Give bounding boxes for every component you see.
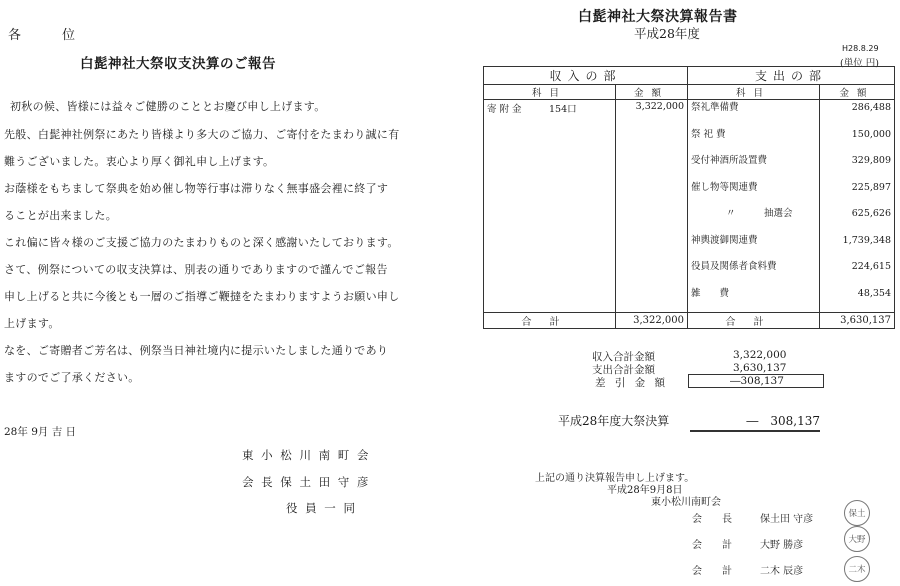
income-row: [484, 100, 615, 116]
income-amount-header: 金額: [616, 85, 688, 100]
summary-expense-value: 3,630,137: [733, 362, 787, 374]
report-date: H28.8.29: [842, 44, 879, 53]
expense-header: 支出の部: [688, 67, 895, 85]
income-item-header: 科目: [484, 85, 616, 100]
seal-text: 二木: [848, 565, 866, 575]
expense-item: 〃 抽選会: [726, 208, 793, 219]
report-unit: (単位 円): [840, 58, 879, 69]
expense-amount: 286,488: [851, 102, 892, 113]
expense-amount-header: 金額: [820, 85, 895, 100]
letter-paragraph-4: お蔭様をもちまして祭典を始め催し物等行事は滞りなく無事盛会裡に終了す: [4, 182, 389, 195]
expense-amount: 150,000: [851, 128, 892, 140]
signer-role: 会 計: [692, 566, 732, 577]
footer-org: 東小松川南町会: [651, 497, 721, 508]
income-header: 収入の部: [484, 67, 688, 85]
letter-members: 役 員 一 同: [286, 501, 357, 515]
expense-item: 祭礼準備費: [691, 102, 739, 113]
income-items-cell: [484, 100, 616, 313]
letter-paragraph-7: さて、例祭についての収支決算は、別表の通りでありますので謹んでご報告: [4, 263, 388, 276]
letter-date: 28年 9月 吉 日: [4, 426, 77, 438]
signer-role: 会 長: [692, 514, 732, 525]
final-value: ― 308,137: [690, 412, 820, 432]
income-amount: 3,322,000: [635, 101, 685, 112]
seal-stamp: [844, 556, 870, 582]
seal-stamp: [844, 526, 870, 552]
signer-name: 大野 勝彦: [760, 540, 804, 551]
expense-amount: 48,354: [857, 287, 892, 299]
summary-income-value: 3,322,000: [733, 349, 787, 361]
letter-paragraph-11: ますのでご了承ください。: [4, 371, 140, 384]
seal-text: 保土: [848, 509, 866, 519]
letter-addressee: 各 位: [8, 28, 90, 43]
expense-amount: 329,809: [851, 155, 892, 166]
letter-paragraph-10: なを、ご寄贈者ご芳名は、例祭当日神社境内に提示いたしました通りであり: [4, 344, 389, 357]
report-subtitle: 平成28年度: [634, 26, 700, 41]
expense-item: 役員及関係者食料費: [691, 261, 777, 272]
letter-title: 白髭神社大祭収支決算のご報告: [80, 56, 276, 72]
income-amounts-cell: [616, 100, 688, 313]
letter-chair: 会 長 保 土 田 守 彦: [242, 475, 371, 489]
expense-total-label: 合計: [688, 313, 820, 329]
expense-items-cell: [688, 100, 820, 313]
income-count: 154口: [549, 104, 577, 115]
letter-paragraph-1: 初秋の候、皆様には益々ご健勝のこととお慶び申し上げます。: [10, 100, 326, 113]
seal-stamp: [844, 500, 870, 526]
letter-paragraph-5: ることが出来ました。: [4, 209, 117, 222]
letter-paragraph-8: 申し上げると共に今後とも一層のご指導ご鞭撻をたまわりますようお願い申し: [4, 290, 400, 303]
signer-role: 会 計: [692, 540, 732, 551]
expense-total: 3,630,137: [820, 313, 895, 329]
income-total-label: 合計: [484, 313, 616, 329]
letter-paragraph-3: 難うございました。衷心より厚く御礼申し上げます。: [4, 155, 275, 168]
report-title: 白髭神社大祭決算報告書: [578, 9, 738, 25]
expense-item: 祭 祀 費: [691, 128, 726, 140]
expense-amount: 625,626: [851, 208, 892, 219]
letter-paragraph-2: 先般、白髭神社例祭にあたり皆様より多大のご協力、ご寄付をたまわり誠に有: [4, 128, 400, 141]
expense-item: 催し物等関連費: [691, 181, 758, 193]
expense-amount: 1,739,348: [842, 234, 892, 246]
expense-item: 雑 費: [691, 287, 730, 299]
footer-date: 平成28年9月8日: [607, 485, 683, 496]
expense-amount: 224,615: [851, 261, 892, 272]
letter-paragraph-9: 上げます。: [4, 317, 60, 330]
summary-income-label: 収入合計金額: [592, 351, 655, 363]
summary-diff-label: 差 引 金 額: [595, 377, 669, 389]
summary-diff-value: ―308,137: [730, 375, 784, 387]
expense-item: 受付神酒所設置費: [691, 155, 768, 166]
expense-item: 神輿渡御関連費: [691, 234, 758, 246]
expense-amounts-cell: [820, 100, 895, 313]
letter-org: 東 小 松 川 南 町 会: [242, 448, 371, 462]
signer-name: 二木 辰彦: [760, 566, 804, 577]
expense-amount: 225,897: [851, 181, 892, 193]
signer-name: 保土田 守彦: [760, 514, 814, 525]
summary-expense-label: 支出合計金額: [592, 364, 655, 376]
footer-note: 上記の通り決算報告申し上げます。: [535, 473, 695, 484]
income-total: 3,322,000: [616, 313, 688, 329]
income-item: 寄 附 金: [487, 104, 522, 115]
expense-item-header: 科目: [688, 85, 820, 100]
final-label: 平成28年度大祭決算: [558, 414, 670, 428]
seal-text: 大野: [848, 535, 866, 545]
letter-paragraph-6: これ偏に皆々様のご支援ご協力のたまわりものと深く感謝いたしております。: [4, 236, 399, 249]
ledger-table: [483, 66, 895, 329]
